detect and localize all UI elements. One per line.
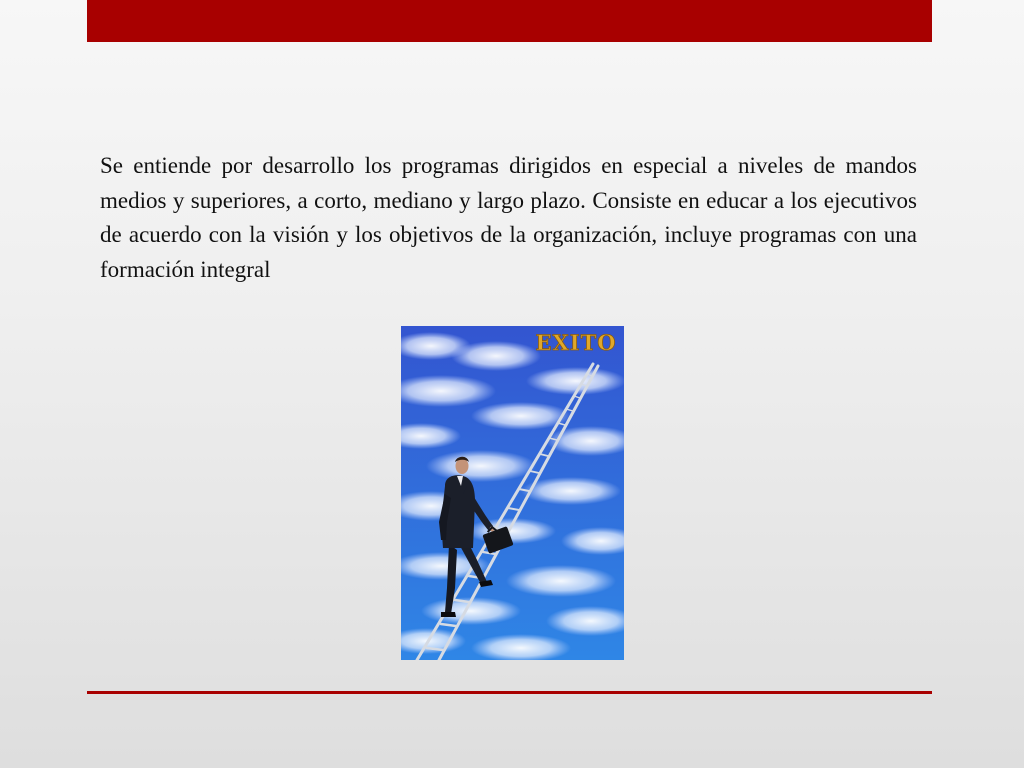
success-ladder-image: [401, 326, 624, 660]
bottom-accent-rule: [87, 691, 932, 694]
slide-body-text: Se entiende por desarrollo los programas dirigidos en especial a niveles de mandos medios y superiores, a corto, mediano y largo plazo. Consiste en educar a los ejecutivos de acuerdo con la visión y los objetivos de la organización, incluye programas con una formación integral: [100, 153, 917, 282]
top-accent-bar: [87, 0, 932, 42]
exito-sign-text: EXITO: [535, 330, 617, 355]
